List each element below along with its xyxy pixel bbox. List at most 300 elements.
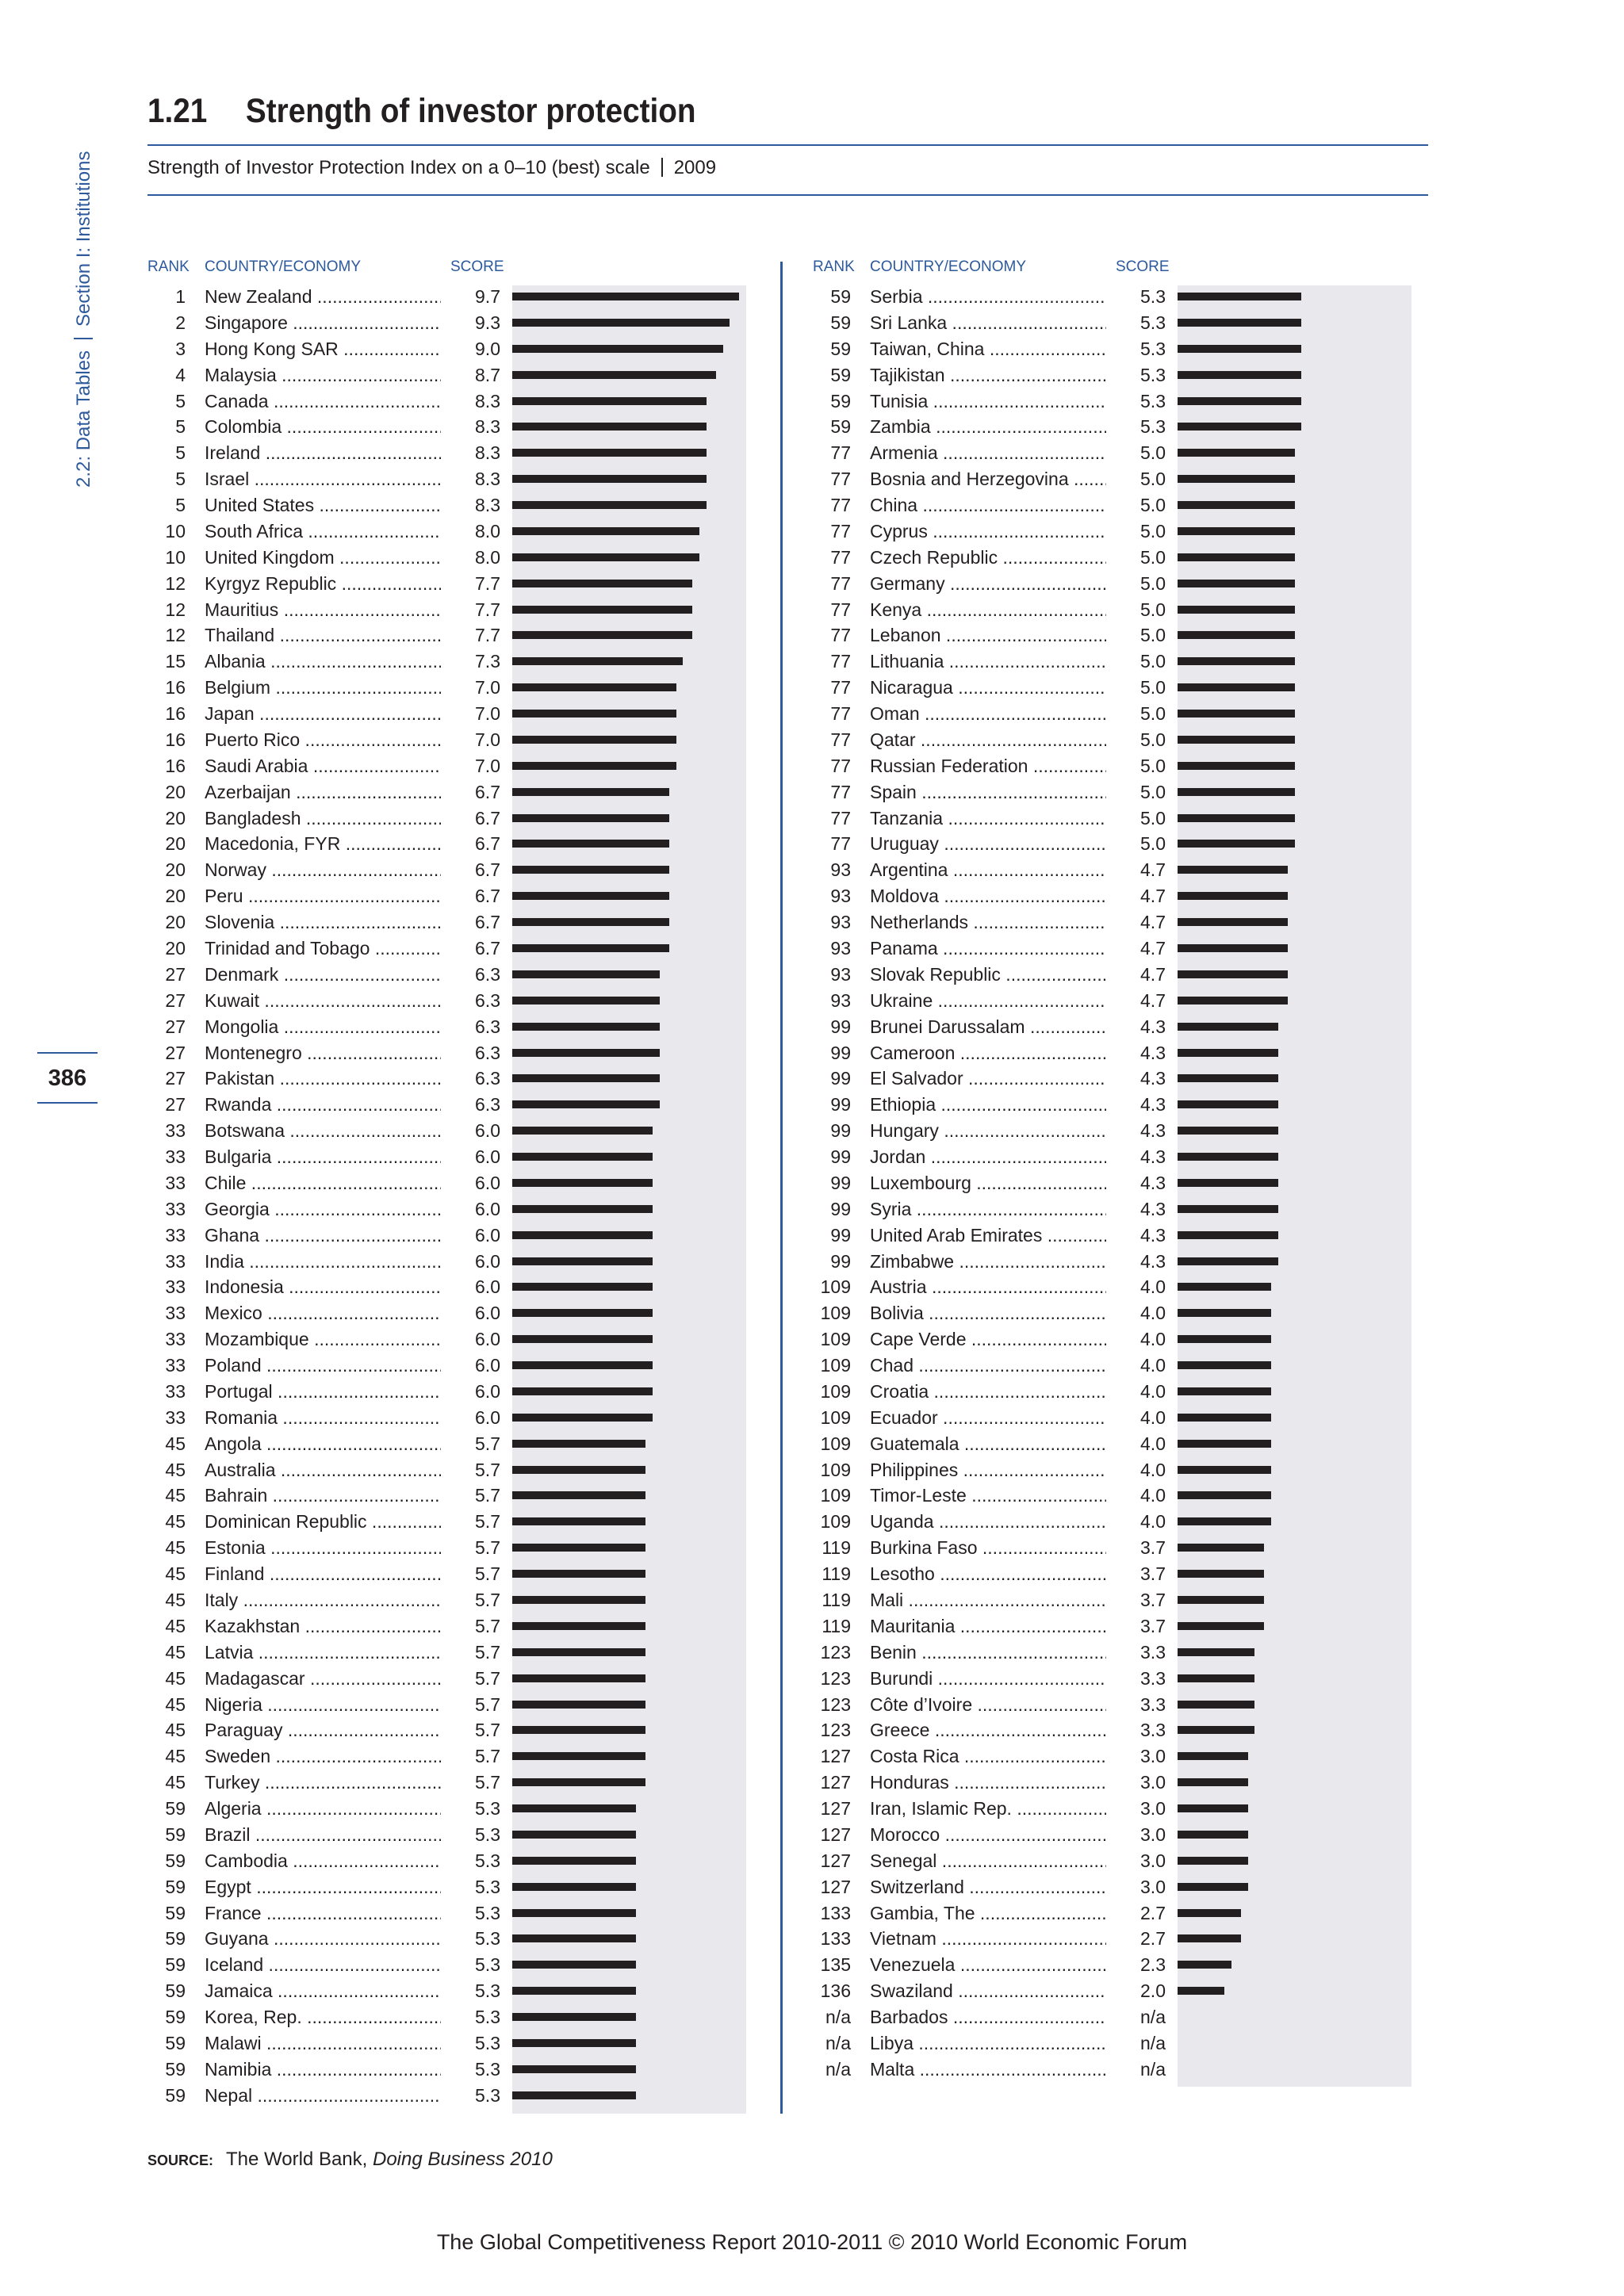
score-value: 8.3 xyxy=(441,388,500,415)
table-row xyxy=(147,1952,498,1978)
country-name: Algeria ..... xyxy=(205,1796,498,1822)
rank-value: 45 xyxy=(165,1590,186,1610)
country-name: Zimbabwe ..... xyxy=(870,1249,1163,1275)
table-row xyxy=(147,284,498,310)
score-bar xyxy=(1178,866,1288,874)
score-bar xyxy=(512,657,683,665)
rank-value: 27 xyxy=(165,1042,186,1063)
score-bar xyxy=(1178,736,1295,744)
country-name: Poland ..... xyxy=(205,1353,498,1379)
country-name: Guyana ..... xyxy=(205,1926,498,1952)
country-name: Nepal ..... xyxy=(205,2083,498,2109)
score-value: 3.7 xyxy=(1106,1613,1166,1640)
table-row xyxy=(813,1170,1166,1196)
score-value: 5.0 xyxy=(1106,701,1166,727)
score-bar xyxy=(512,1127,653,1135)
country-name: Syria ..... xyxy=(870,1196,1163,1223)
score-bar xyxy=(512,1491,645,1499)
score-value: 6.0 xyxy=(441,1300,500,1326)
rank-value: 45 xyxy=(165,1693,186,1715)
country-name: Nigeria ..... xyxy=(205,1692,498,1718)
country-name: India ..... xyxy=(205,1249,498,1275)
table-row xyxy=(147,362,498,388)
score-value: 4.0 xyxy=(1106,1405,1166,1431)
score-bar xyxy=(512,553,699,561)
score-value: 4.3 xyxy=(1106,1223,1166,1249)
score-value: 6.0 xyxy=(441,1274,500,1300)
table-row xyxy=(813,1249,1166,1275)
score-bar xyxy=(1178,1231,1278,1239)
rank-value: 99 xyxy=(830,1068,851,1089)
rank-value: 59 xyxy=(830,390,851,411)
rank-value: 77 xyxy=(830,833,851,855)
country-name: Guatemala ..... xyxy=(870,1431,1163,1457)
country-name: Namibia ..... xyxy=(205,2057,498,2083)
score-bar xyxy=(1178,1961,1231,1969)
country-name: Norway ..... xyxy=(205,857,498,883)
table-row xyxy=(147,336,498,362)
score-value: 8.3 xyxy=(441,440,500,466)
table-row xyxy=(147,806,498,832)
score-bar xyxy=(512,918,669,926)
country-name: Mongolia ..... xyxy=(205,1014,498,1040)
country-name: Bangladesh ..... xyxy=(205,806,498,832)
rank-value: 127 xyxy=(820,1746,851,1767)
score-bar xyxy=(512,1883,636,1891)
score-value: 8.0 xyxy=(441,545,500,571)
score-bar xyxy=(512,1857,636,1865)
country-name: Bolivia ..... xyxy=(870,1300,1163,1326)
score-value: n/a xyxy=(1106,2030,1166,2057)
score-bar xyxy=(512,1179,653,1187)
country-name: Swaziland ..... xyxy=(870,1978,1163,2004)
table-row xyxy=(813,1952,1166,1978)
country-name: Japan ..... xyxy=(205,701,498,727)
rank-value: 33 xyxy=(165,1198,186,1219)
score-bar xyxy=(1178,1752,1248,1760)
table-row xyxy=(147,466,498,492)
score-value: 5.3 xyxy=(441,1978,500,2004)
score-value: 5.3 xyxy=(441,1926,500,1952)
score-bar xyxy=(512,1752,645,1760)
score-value: 6.0 xyxy=(441,1379,500,1405)
table-row xyxy=(813,701,1166,727)
rank-value: 59 xyxy=(165,1798,186,1820)
score-bar xyxy=(512,1414,653,1422)
score-bar xyxy=(512,1100,660,1108)
score-value: 6.7 xyxy=(441,806,500,832)
rank-value: 59 xyxy=(830,338,851,359)
side-label-section: Section I: Institutions xyxy=(73,151,94,327)
rank-value: 33 xyxy=(165,1355,186,1376)
country-name: Pakistan ..... xyxy=(205,1066,498,1092)
score-bar xyxy=(1178,1466,1271,1474)
table-row xyxy=(147,1014,498,1040)
score-value: 7.0 xyxy=(441,727,500,753)
rank-value: 10 xyxy=(165,520,186,541)
table-row xyxy=(813,1743,1166,1770)
table-row xyxy=(147,519,498,545)
country-name: Singapore ..... xyxy=(205,310,498,336)
country-name: Mauritius ..... xyxy=(205,597,498,623)
score-value: 5.7 xyxy=(441,1717,500,1743)
score-value: 5.3 xyxy=(441,2030,500,2057)
score-value: 3.7 xyxy=(1106,1561,1166,1587)
country-name: United Kingdom ..... xyxy=(205,545,498,571)
score-value: 7.0 xyxy=(441,675,500,701)
score-bar xyxy=(1178,1205,1278,1213)
score-value: 5.0 xyxy=(1106,806,1166,832)
table-row xyxy=(813,1978,1166,2004)
table-row xyxy=(147,909,498,936)
score-value: 8.7 xyxy=(441,362,500,388)
table-row xyxy=(147,1326,498,1353)
country-name: Côte d’Ivoire ..... xyxy=(870,1692,1163,1718)
rank-value: 5 xyxy=(175,495,186,516)
score-bar xyxy=(1178,1778,1248,1786)
country-name: Denmark ..... xyxy=(205,962,498,988)
score-value: 4.3 xyxy=(1106,1118,1166,1144)
score-value: 4.0 xyxy=(1106,1300,1166,1326)
score-value: 7.3 xyxy=(441,649,500,675)
score-value: 6.7 xyxy=(441,909,500,936)
country-name: Kyrgyz Republic ..... xyxy=(205,571,498,597)
score-bar xyxy=(1178,1544,1264,1552)
rank-value: 27 xyxy=(165,963,186,985)
score-value: 6.0 xyxy=(441,1249,500,1275)
score-bar xyxy=(512,1961,636,1969)
rank-value: 59 xyxy=(165,1850,186,1871)
score-value: 6.7 xyxy=(441,831,500,857)
country-name: Zambia ..... xyxy=(870,414,1163,440)
table-row xyxy=(813,1848,1166,1874)
score-value: 5.3 xyxy=(1106,388,1166,415)
rank-value: 123 xyxy=(820,1693,851,1715)
rank-value: 12 xyxy=(165,572,186,594)
score-bar xyxy=(512,527,699,535)
right-score-header: SCORE xyxy=(1116,258,1170,275)
score-value: 4.3 xyxy=(1106,1196,1166,1223)
rank-value: 45 xyxy=(165,1537,186,1559)
score-bar xyxy=(1178,840,1295,848)
country-name: Burkina Faso ..... xyxy=(870,1535,1163,1561)
score-bar xyxy=(512,736,676,744)
table-row xyxy=(813,1796,1166,1822)
table-row xyxy=(813,1587,1166,1613)
score-value: 6.7 xyxy=(441,883,500,909)
country-name: Mali ..... xyxy=(870,1587,1163,1613)
country-name: Malawi ..... xyxy=(205,2030,498,2057)
table-row xyxy=(147,1874,498,1900)
table-row xyxy=(147,1561,498,1587)
rank-value: 59 xyxy=(165,2007,186,2028)
score-value: 3.0 xyxy=(1106,1796,1166,1822)
table-row xyxy=(813,388,1166,415)
score-value: 3.0 xyxy=(1106,1743,1166,1770)
score-bar xyxy=(1178,683,1295,691)
score-bar xyxy=(1178,606,1295,614)
country-name: Lebanon ..... xyxy=(870,622,1163,649)
country-name: Angola ..... xyxy=(205,1431,498,1457)
score-bar xyxy=(1178,1804,1248,1812)
rank-value: 109 xyxy=(820,1511,851,1533)
country-name: Tunisia ..... xyxy=(870,388,1163,415)
rank-value: 33 xyxy=(165,1303,186,1324)
table-row xyxy=(813,779,1166,806)
table-row xyxy=(147,1300,498,1326)
rank-value: 109 xyxy=(820,1380,851,1402)
score-value: 5.3 xyxy=(441,1900,500,1927)
score-value: 4.3 xyxy=(1106,1014,1166,1040)
score-bar xyxy=(512,1674,645,1682)
score-bar xyxy=(512,1309,653,1317)
rank-value: 127 xyxy=(820,1772,851,1793)
score-value: 4.7 xyxy=(1106,909,1166,936)
score-bar xyxy=(1178,970,1288,978)
score-bar xyxy=(1178,944,1288,952)
rank-value: 45 xyxy=(165,1433,186,1454)
score-value: 4.3 xyxy=(1106,1040,1166,1066)
rank-value: 109 xyxy=(820,1485,851,1506)
table-row xyxy=(147,1118,498,1144)
table-row xyxy=(147,1666,498,1692)
country-name: Qatar ..... xyxy=(870,727,1163,753)
country-name: Chile ..... xyxy=(205,1170,498,1196)
rank-value: 20 xyxy=(165,938,186,959)
score-value: 8.3 xyxy=(441,492,500,519)
country-name: Luxembourg ..... xyxy=(870,1170,1163,1196)
country-name: Belgium ..... xyxy=(205,675,498,701)
table-row xyxy=(147,1848,498,1874)
rank-value: 27 xyxy=(165,989,186,1011)
country-name: Macedonia, FYR ..... xyxy=(205,831,498,857)
table-row xyxy=(147,1717,498,1743)
score-bar xyxy=(1178,657,1295,665)
score-value: 4.3 xyxy=(1106,1092,1166,1118)
country-name: Botswana ..... xyxy=(205,1118,498,1144)
table-row xyxy=(813,936,1166,962)
rank-value: 109 xyxy=(820,1355,851,1376)
country-name: Czech Republic ..... xyxy=(870,545,1163,571)
page-number: 386 xyxy=(48,1066,87,1091)
score-bar xyxy=(1178,1127,1278,1135)
score-bar xyxy=(512,1517,645,1525)
rank-value: n/a xyxy=(825,2007,851,2028)
country-name: Azerbaijan ..... xyxy=(205,779,498,806)
score-bar xyxy=(1178,710,1295,718)
country-name: Slovenia ..... xyxy=(205,909,498,936)
table-row xyxy=(813,1770,1166,1796)
score-bar xyxy=(512,1622,645,1630)
rank-value: 59 xyxy=(165,1902,186,1923)
score-value: 5.7 xyxy=(441,1613,500,1640)
score-value: 6.0 xyxy=(441,1326,500,1353)
score-value: 4.0 xyxy=(1106,1274,1166,1300)
country-name: Austria ..... xyxy=(870,1274,1163,1300)
score-value: 3.0 xyxy=(1106,1770,1166,1796)
table-row xyxy=(813,2057,1166,2083)
score-value: 3.0 xyxy=(1106,1848,1166,1874)
score-value: 5.7 xyxy=(441,1561,500,1587)
score-value: 5.7 xyxy=(441,1692,500,1718)
score-bar xyxy=(1178,788,1295,796)
score-bar xyxy=(1178,1074,1278,1082)
rank-value: 20 xyxy=(165,859,186,881)
rank-value: 33 xyxy=(165,1146,186,1168)
score-bar xyxy=(1178,1570,1264,1578)
table-row xyxy=(147,2030,498,2057)
rank-value: 27 xyxy=(165,1016,186,1037)
score-bar xyxy=(512,710,676,718)
table-row xyxy=(813,1640,1166,1666)
table-title: Strength of investor protection xyxy=(245,92,696,130)
country-name: Morocco ..... xyxy=(870,1822,1163,1848)
rank-value: 45 xyxy=(165,1720,186,1741)
rank-value: 77 xyxy=(830,599,851,620)
score-value: 5.7 xyxy=(441,1509,500,1535)
side-label-tables: 2.2: Data Tables xyxy=(73,350,94,488)
score-bar xyxy=(512,1778,645,1786)
rank-value: 99 xyxy=(830,1198,851,1219)
table-row xyxy=(813,1692,1166,1718)
rank-value: 119 xyxy=(822,1615,851,1636)
rank-value: 119 xyxy=(822,1537,851,1559)
table-row xyxy=(813,988,1166,1014)
score-bar xyxy=(512,788,669,796)
rank-value: 93 xyxy=(830,859,851,881)
table-row xyxy=(147,1274,498,1300)
country-name: Colombia ..... xyxy=(205,414,498,440)
score-value: 5.7 xyxy=(441,1770,500,1796)
table-row xyxy=(147,1249,498,1275)
table-row xyxy=(147,753,498,779)
score-bar xyxy=(512,1257,653,1265)
score-value: 4.3 xyxy=(1106,1066,1166,1092)
country-name: Barbados ..... xyxy=(870,2004,1163,2030)
country-name: Mauritania ..... xyxy=(870,1613,1163,1640)
rank-value: 77 xyxy=(830,755,851,776)
score-value: 5.3 xyxy=(1106,310,1166,336)
table-row xyxy=(147,1144,498,1170)
country-name: Ireland ..... xyxy=(205,440,498,466)
rank-value: 33 xyxy=(165,1406,186,1428)
subtitle-divider xyxy=(661,158,663,177)
rank-value: 77 xyxy=(830,781,851,802)
table-row xyxy=(813,1014,1166,1040)
score-value: 3.0 xyxy=(1106,1822,1166,1848)
table-row xyxy=(147,1535,498,1561)
table-row xyxy=(813,597,1166,623)
table-row xyxy=(147,414,498,440)
page-footer: The Global Competitiveness Report 2010-2011 © 2010 World Economic Forum xyxy=(436,2230,1188,2254)
source-note xyxy=(147,2149,553,2171)
score-value: 7.0 xyxy=(441,753,500,779)
score-bar xyxy=(1178,1361,1271,1369)
country-name: Slovak Republic ..... xyxy=(870,962,1163,988)
country-name: Canada ..... xyxy=(205,388,498,415)
rank-value: 123 xyxy=(820,1641,851,1663)
rank-value: 45 xyxy=(165,1563,186,1585)
score-value: 5.7 xyxy=(441,1535,500,1561)
table-row xyxy=(147,1926,498,1952)
score-value: 5.3 xyxy=(441,1822,500,1848)
country-name: Iceland ..... xyxy=(205,1952,498,1978)
table-row xyxy=(813,806,1166,832)
score-bar xyxy=(1178,1414,1271,1422)
country-name: Georgia ..... xyxy=(205,1196,498,1223)
score-bar xyxy=(512,1049,660,1057)
score-bar xyxy=(1178,371,1301,379)
table-row xyxy=(813,1300,1166,1326)
score-value: 3.7 xyxy=(1106,1587,1166,1613)
table-row xyxy=(813,1535,1166,1561)
score-value: 5.7 xyxy=(441,1666,500,1692)
score-bar xyxy=(1178,423,1301,430)
score-bar xyxy=(512,1987,636,1995)
country-name: France ..... xyxy=(205,1900,498,1927)
score-value: 6.3 xyxy=(441,1066,500,1092)
country-name: Brazil ..... xyxy=(205,1822,498,1848)
table-row xyxy=(147,1431,498,1457)
rank-value: 15 xyxy=(165,651,186,672)
score-bar xyxy=(512,944,669,952)
table-row xyxy=(147,1978,498,2004)
rank-value: 12 xyxy=(165,625,186,646)
country-name: Oman ..... xyxy=(870,701,1163,727)
score-bar xyxy=(512,1023,660,1031)
score-value: 5.3 xyxy=(441,1952,500,1978)
score-value: 8.0 xyxy=(441,519,500,545)
rank-value: 59 xyxy=(165,2058,186,2080)
rank-value: 77 xyxy=(830,677,851,698)
country-name: Egypt ..... xyxy=(205,1874,498,1900)
score-value: 5.0 xyxy=(1106,779,1166,806)
country-name: Cape Verde ..... xyxy=(870,1326,1163,1353)
country-name: Iran, Islamic Rep. ..... xyxy=(870,1796,1163,1822)
score-bar xyxy=(512,1231,653,1239)
score-bar xyxy=(1178,1674,1254,1682)
score-value: 8.3 xyxy=(441,414,500,440)
table-row xyxy=(813,1457,1166,1483)
rank-value: 3 xyxy=(175,338,186,359)
score-bar xyxy=(512,2065,636,2073)
table-row xyxy=(813,492,1166,519)
score-bar xyxy=(512,1440,645,1448)
score-value: 5.0 xyxy=(1106,545,1166,571)
rank-value: 93 xyxy=(830,886,851,907)
title-rule xyxy=(147,144,1428,146)
score-bar xyxy=(1178,762,1295,770)
score-value: 3.3 xyxy=(1106,1717,1166,1743)
score-bar xyxy=(1178,1179,1278,1187)
side-label-divider xyxy=(74,338,93,339)
score-bar xyxy=(1178,918,1288,926)
country-name: Uganda ..... xyxy=(870,1509,1163,1535)
country-name: Montenegro ..... xyxy=(205,1040,498,1066)
country-name: Romania ..... xyxy=(205,1405,498,1431)
rank-value: 16 xyxy=(165,703,186,725)
rank-value: 20 xyxy=(165,886,186,907)
score-value: 4.0 xyxy=(1106,1326,1166,1353)
score-bar xyxy=(512,1205,653,1213)
table-row xyxy=(147,1483,498,1509)
score-bar xyxy=(512,814,669,822)
rank-value: 99 xyxy=(830,1250,851,1272)
table-row xyxy=(147,1509,498,1535)
left-country-header: COUNTRY/ECONOMY xyxy=(205,258,362,275)
column-divider xyxy=(780,262,783,2114)
rank-value: 45 xyxy=(165,1485,186,1506)
